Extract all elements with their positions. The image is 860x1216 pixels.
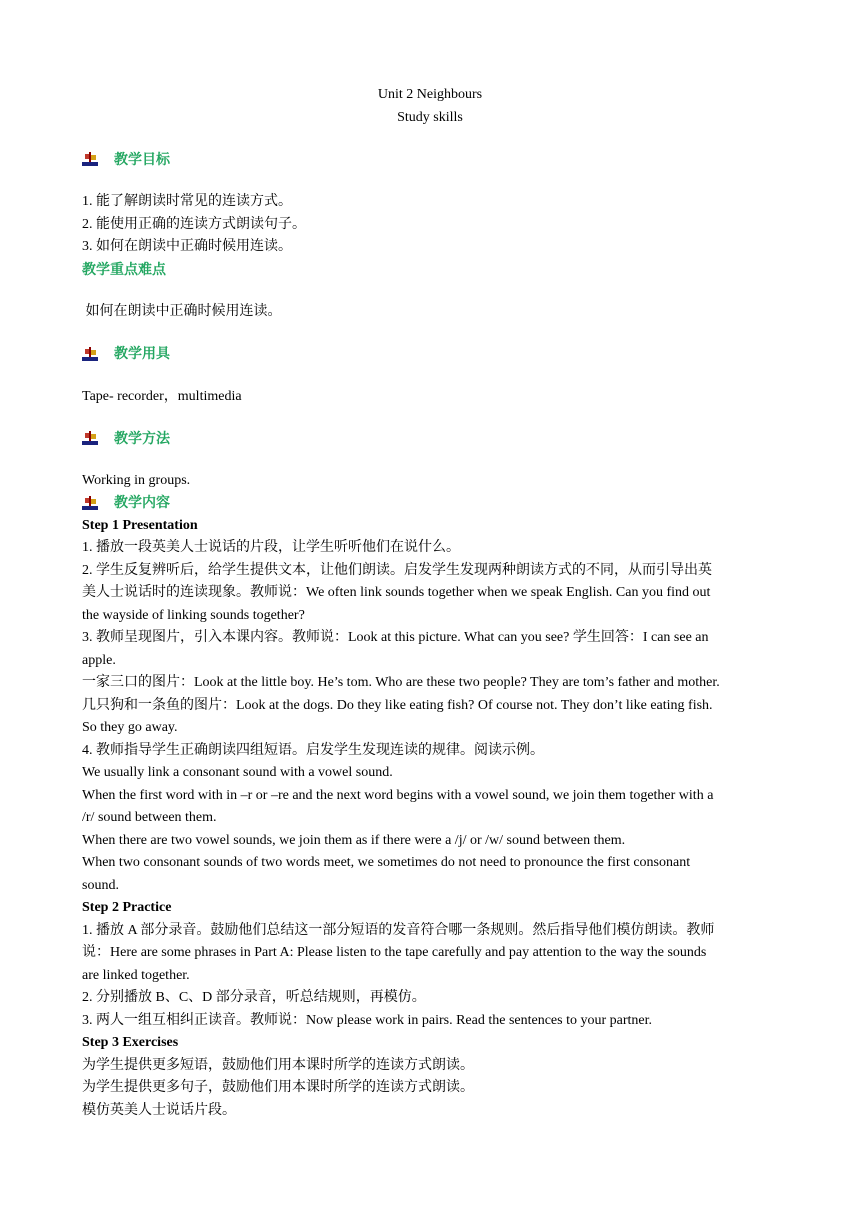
step1-line: 几只狗和一条鱼的图片：Look at the dogs. Do they like eating fish? Of course not. They don’t like eating fish. (82, 697, 713, 713)
step1-line: 美人士说话时的连读现象。教师说：We often link sounds together when we speak English. Can you find out (82, 585, 711, 600)
bookmark-bullet-icon (82, 152, 98, 168)
tools-text: Tape- recorder，multimedia (82, 388, 242, 404)
tools-heading-row (82, 344, 778, 366)
document-title: Unit 2 Neighbours (377, 87, 483, 102)
step1-title: Step 1 Presentation (82, 517, 198, 533)
step1-line: When there are two vowel sounds, we join them as if there were a /j/ or /w/ sound between them. (82, 832, 626, 848)
step1-line: 一家三口的图片：Look at the little boy. He’s tom. Who are these two people? They are tom’s father and mother. (82, 675, 720, 690)
objectives-heading-row (82, 149, 778, 171)
step2-line: 说：Here are some phrases in Part A: Please listen to the tape carefully and pay attention to the way the sounds (82, 945, 707, 960)
objective-item: 1. 能了解朗读时常见的连读方式。 (82, 194, 292, 209)
step1-line: 2. 学生反复辨听后，给学生提供文本，让他们朗读。启发学生发现两种朗读方式的不同，从而引导出英 (82, 562, 712, 578)
step3-line: 为学生提供更多句子，鼓励他们用本课时所学的连读方式朗读。 (82, 1080, 474, 1095)
methods-heading: 教学方法 (114, 430, 170, 447)
key-points-heading: 教学重点难点 (82, 261, 166, 278)
key-points-text: 如何在朗读中正确时候用连读。 (82, 304, 282, 319)
methods-heading-row (82, 428, 778, 450)
step2-line: 1. 播放 A 部分录音。鼓励他们总结这一部分短语的发音符合哪一条规则。然后指导他们模仿朗读。教师 (82, 922, 715, 938)
document-page (82, 84, 778, 1122)
objective-item: 2. 能使用正确的连读方式朗读句子。 (82, 216, 306, 232)
step2-line: 2. 分别播放 B、C、D 部分录音，听总结规则，再模仿。 (82, 990, 426, 1005)
step3-line: 为学生提供更多短语，鼓励他们用本课时所学的连读方式朗读。 (82, 1057, 474, 1073)
step1-line: So they go away. (82, 720, 178, 735)
document-subtitle: Study skills (397, 109, 463, 125)
step3-line: 模仿英美人士说话片段。 (82, 1102, 236, 1118)
step3-title: Step 3 Exercises (82, 1035, 179, 1050)
bookmark-bullet-icon (82, 347, 98, 363)
content-heading-row (82, 493, 778, 515)
tools-heading: 教学用具 (114, 346, 170, 363)
step2-line: are linked together. (82, 967, 190, 983)
step1-line: 1. 播放一段英美人士说话的片段，让学生听听他们在说什么。 (82, 540, 460, 555)
step1-line: When two consonant sounds of two words meet, we sometimes do not need to pronounce the first consonant (82, 855, 691, 870)
step1-line: 4. 教师指导学生正确朗读四组短语。启发学生发现连读的规律。阅读示例。 (82, 742, 544, 758)
step2-title: Step 2 Practice (82, 900, 172, 915)
step1-line: apple. (82, 652, 116, 668)
step2-line: 3. 两人一组互相纠正读音。教师说：Now please work in pairs. Read the sentences to your partner. (82, 1012, 653, 1028)
objectives-heading: 教学目标 (114, 151, 170, 168)
step1-line: When the first word with in –r or –re and the next word begins with a vowel sound, we join them together with a (82, 787, 714, 803)
methods-text: Working in groups. (82, 473, 191, 488)
step1-line: the wayside of linking sounds together? (82, 607, 305, 623)
step1-line: We usually link a consonant sound with a vowel sound. (82, 765, 393, 780)
objective-item: 3. 如何在朗读中正确时候用连读。 (82, 239, 292, 254)
bookmark-bullet-icon (82, 496, 98, 512)
bookmark-bullet-icon (82, 431, 98, 447)
step1-line: 3. 教师呈现图片，引入本课内容。教师说：Look at this picture. What can you see? 学生回答：I can see an (82, 630, 709, 645)
content-heading: 教学内容 (114, 495, 170, 512)
step1-line: sound. (82, 877, 119, 893)
step1-line: /r/ sound between them. (82, 810, 217, 825)
